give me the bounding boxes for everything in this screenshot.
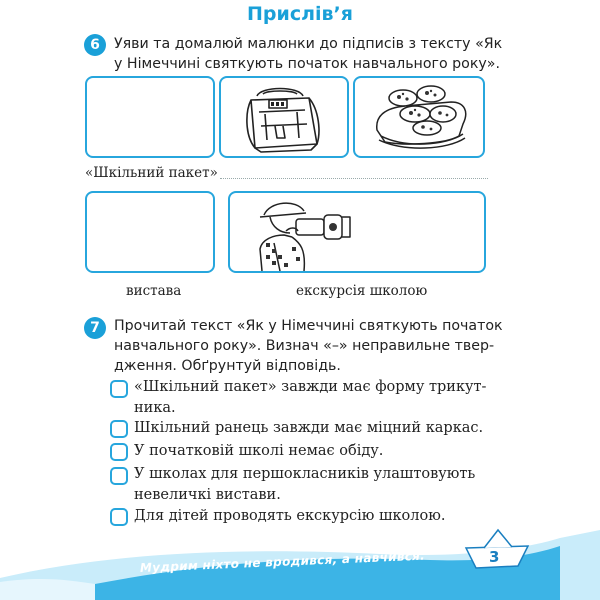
answer-line: [220, 178, 488, 179]
task-7-text: [114, 316, 514, 376]
sandwich-icon: [355, 78, 483, 156]
task-6-line-2: у Німеччині святкують початок навчального року».: [114, 56, 500, 72]
option-4-line-1: У школах для першокласників улаштовують: [134, 466, 476, 482]
task-6-text: [114, 34, 514, 74]
sandwich-picture-frame: [353, 76, 485, 158]
page-number: 3: [489, 548, 500, 566]
boy-with-camera-icon: [230, 193, 484, 271]
page-title: Прислів’я: [247, 3, 353, 25]
label-school-tour: екскурсія школою: [296, 283, 428, 299]
option-2-text: Шкільний ранець завжди має міцний каркас.: [134, 420, 484, 436]
task-7-number: 7: [84, 317, 106, 339]
task-7-line-1: Прочитай текст «Як у Німеччині святкують початок: [114, 318, 503, 334]
task-7-line-3: дження. Обґрунтуй відповідь.: [114, 358, 341, 374]
backpack-picture-frame: [219, 76, 349, 158]
task-7-line-2: навчального року». Визнач «–» неправильне твер-: [114, 338, 495, 354]
task-6-line-1: Уяви та домалюй малюнки до підписів з тексту «Як: [114, 36, 503, 52]
option-5-text: Для дітей проводять екскурсію школою.: [134, 508, 446, 524]
drawing-frame-packet[interactable]: [85, 76, 215, 158]
label-school-packet: «Шкільний пакет»: [85, 165, 218, 181]
option-1-line-1: «Шкільний пакет» завжди має форму трикут-: [134, 379, 487, 395]
option-3-checkbox[interactable]: [110, 443, 128, 461]
option-1-checkbox[interactable]: [110, 380, 128, 398]
option-4-text: [134, 464, 494, 506]
option-3-text: У початковій школі немає обіду.: [134, 443, 384, 459]
motto: Мудрим ніхто не вродився, а навчився.: [139, 548, 426, 575]
task-6-number: 6: [84, 34, 106, 56]
option-1-line-2: ника.: [134, 400, 176, 416]
option-5-checkbox[interactable]: [110, 508, 128, 526]
option-4-line-2: невеличкі вистави.: [134, 487, 281, 503]
option-2-checkbox[interactable]: [110, 420, 128, 438]
label-play: вистава: [126, 283, 182, 299]
drawing-frame-play[interactable]: [85, 191, 215, 273]
photographer-picture-frame: [228, 191, 486, 273]
option-4-checkbox[interactable]: [110, 467, 128, 485]
backpack-icon: [221, 78, 347, 156]
option-1-text: [134, 377, 494, 419]
